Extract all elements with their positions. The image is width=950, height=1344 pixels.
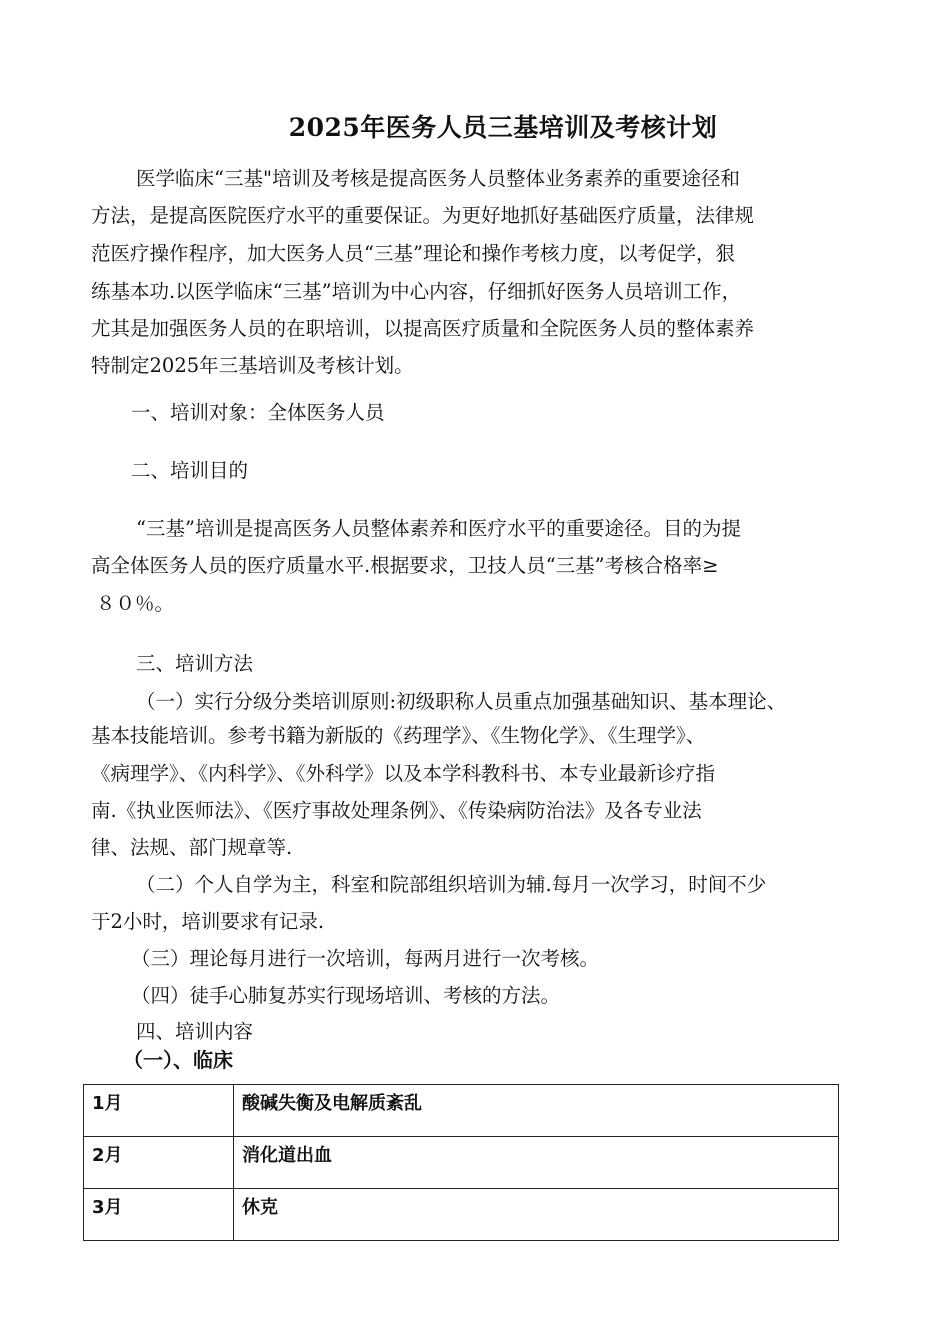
training-schedule-table — [83, 1084, 839, 1241]
section-heading-goals: 二、培训目的 — [131, 459, 249, 482]
intro-line-2: 方法，是提高医院医疗水平的重要保证。为更好地抓好基础医疗质量，法律规 — [91, 204, 755, 227]
method-line-2: 基本技能培训。参考书籍为新版的《药理学》、《生物化学》、《生理学》、 — [91, 724, 706, 747]
method-line-7: 于2小时，培训要求有记录. — [91, 910, 325, 933]
topic-cell: 消化道出血 — [234, 1137, 839, 1189]
method-line-4: 南.《执业医师法》、《医疗事故处理条例》、《传染病防治法》及各专业法 — [91, 799, 702, 822]
method-line-6: （二）个人自学为主，科室和院部组织培训为辅.每月一次学习，时间不少 — [136, 873, 767, 896]
topic-cell: 休克 — [234, 1189, 839, 1241]
method-line-5: 律、法规、部门规章等. — [91, 836, 293, 859]
goal-line-3: ８０％。 — [96, 592, 175, 615]
table-row — [84, 1189, 839, 1241]
goal-line-2: 高全体医务人员的医疗质量水平.根据要求，卫技人员“三基”考核合格率≥ — [91, 554, 719, 577]
method-line-1: （一）实行分级分类培训原则:初级职称人员重点加强基础知识、基本理论、 — [136, 690, 787, 713]
month-cell: 3月 — [84, 1189, 234, 1241]
goal-line-1: “三基”培训是提高医务人员整体素养和医疗水平的重要途径。目的为提 — [136, 517, 741, 540]
table-row — [84, 1085, 839, 1137]
table-row — [84, 1137, 839, 1189]
intro-line-6: 特制定2025年三基培训及考核计划。 — [91, 354, 414, 377]
intro-line-4: 练基本功.以医学临床“三基”培训为中心内容，仔细抓好医务人员培训工作， — [91, 280, 742, 303]
month-cell: 2月 — [84, 1137, 234, 1189]
method-line-3: 《病理学》、《内科学》、《外科学》以及本学科教科书、本专业最新诊疗指 — [91, 762, 716, 785]
section-heading-targets: 一、培训对象：全体医务人员 — [131, 401, 385, 424]
method-line-8: （三）理论每月进行一次培训，每两月进行一次考核。 — [131, 947, 600, 970]
topic-cell: 酸碱失衡及电解质紊乱 — [234, 1085, 839, 1137]
intro-line-1: 医学临床“三基"培训及考核是提高医务人员整体业务素养的重要途径和 — [136, 167, 740, 190]
intro-line-3: 范医疗操作程序，加大医务人员“三基”理论和操作考核力度，以考促学，狠 — [91, 242, 735, 265]
section-heading-methods: 三、培训方法 — [136, 652, 254, 675]
month-cell: 1月 — [84, 1085, 234, 1137]
section-heading-content: 四、培训内容 — [136, 1020, 254, 1043]
subsection-heading-clinical: （一）、临床 — [123, 1048, 233, 1072]
document-title: 2025年医务人员三基培训及考核计划 — [288, 113, 718, 142]
intro-line-5: 尤其是加强医务人员的在职培训，以提高医疗质量和全院医务人员的整体素养 — [91, 317, 755, 340]
method-line-9: （四）徒手心肺复苏实行现场培训、考核的方法。 — [131, 984, 561, 1007]
